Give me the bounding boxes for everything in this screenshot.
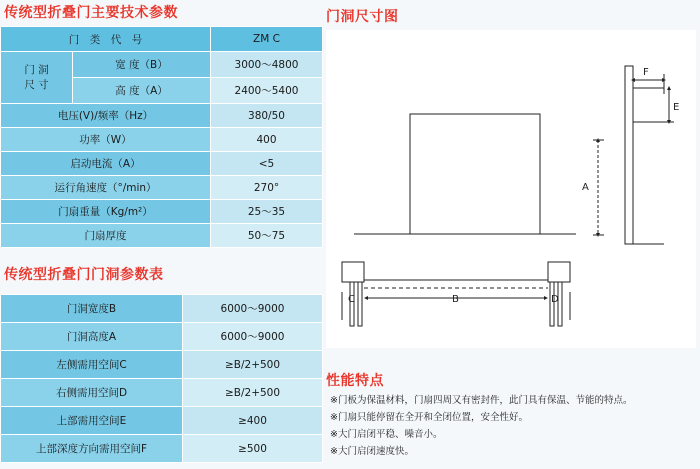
spec-row (1, 200, 323, 224)
spec-row-label: 启动电流（A） (1, 152, 211, 176)
dimension-drawing-svg (326, 30, 696, 348)
label-b: B (452, 294, 459, 305)
spec-row (1, 176, 323, 200)
opening-table-title: 传统型折叠门门洞参数表 (4, 267, 164, 283)
spec-header-row (1, 27, 323, 52)
opening-table (0, 294, 323, 463)
spec-header-value: ZM C (211, 27, 323, 52)
spec-table (0, 26, 323, 248)
opening-row-value: ≥400 (183, 407, 323, 435)
label-e: E (673, 102, 680, 113)
opening-row-label: 门洞宽度B (1, 295, 183, 323)
spec-row-label: 门扇重量（Kg/m²） (1, 200, 211, 224)
spec-header-label: 门 类 代 号 (1, 27, 211, 52)
opening-row (1, 323, 323, 351)
opening-row-value: ≥B/2+500 (183, 351, 323, 379)
spec-row-label: 运行角速度（°/min） (1, 176, 211, 200)
spec-row-label: 电压(V)/频率（Hz） (1, 104, 211, 128)
spec-row (1, 152, 323, 176)
opening-row-label: 左侧需用空间C (1, 351, 183, 379)
opening-row-label: 上部需用空间E (1, 407, 183, 435)
spec-row-label: 宽 度（B） (73, 52, 211, 78)
door-frame-outline (410, 114, 540, 234)
spec-row-value: 270° (211, 176, 323, 200)
opening-row-label: 上部深度方向需用空间F (1, 435, 183, 463)
spec-row-value: 400 (211, 128, 323, 152)
extension-lines (633, 88, 674, 122)
opening-row (1, 379, 323, 407)
opening-row (1, 435, 323, 463)
spec-row (1, 52, 323, 78)
opening-row (1, 407, 323, 435)
left-wall-block (342, 262, 364, 282)
feature-item: ※大门启闭速度快。 (330, 446, 414, 457)
features-list (330, 392, 696, 460)
spec-row-label: 门扇厚度 (1, 224, 211, 248)
dimension-drawing (326, 30, 696, 348)
opening-row-value: ≥B/2+500 (183, 379, 323, 407)
opening-row-value: ≥500 (183, 435, 323, 463)
opening-row (1, 295, 323, 323)
feature-item: ※门扇只能停留在全开和全闭位置，安全性好。 (330, 412, 528, 423)
spec-row-value: 3000～4800 (211, 52, 323, 78)
label-a: A (582, 182, 589, 193)
opening-row-value: 6000～9000 (183, 295, 323, 323)
spec-row-value: 2400～5400 (211, 78, 323, 104)
spec-row-label: 功率（W） (1, 128, 211, 152)
drawing-title: 门洞尺寸图 (326, 9, 399, 25)
opening-row-label: 门洞高度A (1, 323, 183, 351)
feature-item: ※门板为保温材料，门扇四周又有密封件，此门具有保温、节能的特点。 (330, 395, 633, 406)
label-c: C (348, 294, 355, 305)
spec-row-value: <5 (211, 152, 323, 176)
spec-row (1, 224, 323, 248)
label-d: D (551, 294, 559, 305)
label-f: F (643, 67, 649, 78)
opening-row-value: 6000～9000 (183, 323, 323, 351)
spec-row-value: 25～35 (211, 200, 323, 224)
opening-row (1, 351, 323, 379)
spec-row-value: 380/50 (211, 104, 323, 128)
spec-table-title: 传统型折叠门主要技术参数 (4, 5, 178, 21)
spec-row (1, 128, 323, 152)
spec-row-value: 50～75 (211, 224, 323, 248)
door-opening-group-label: 门 洞 尺 寸 (1, 52, 73, 104)
feature-item: ※大门启闭平稳、噪音小。 (330, 429, 443, 440)
spec-row-label: 高 度（A） (73, 78, 211, 104)
spec-row (1, 104, 323, 128)
right-wall-block (548, 262, 570, 282)
wall-section (625, 66, 633, 244)
features-title: 性能特点 (326, 373, 384, 389)
opening-row-label: 右侧需用空间D (1, 379, 183, 407)
